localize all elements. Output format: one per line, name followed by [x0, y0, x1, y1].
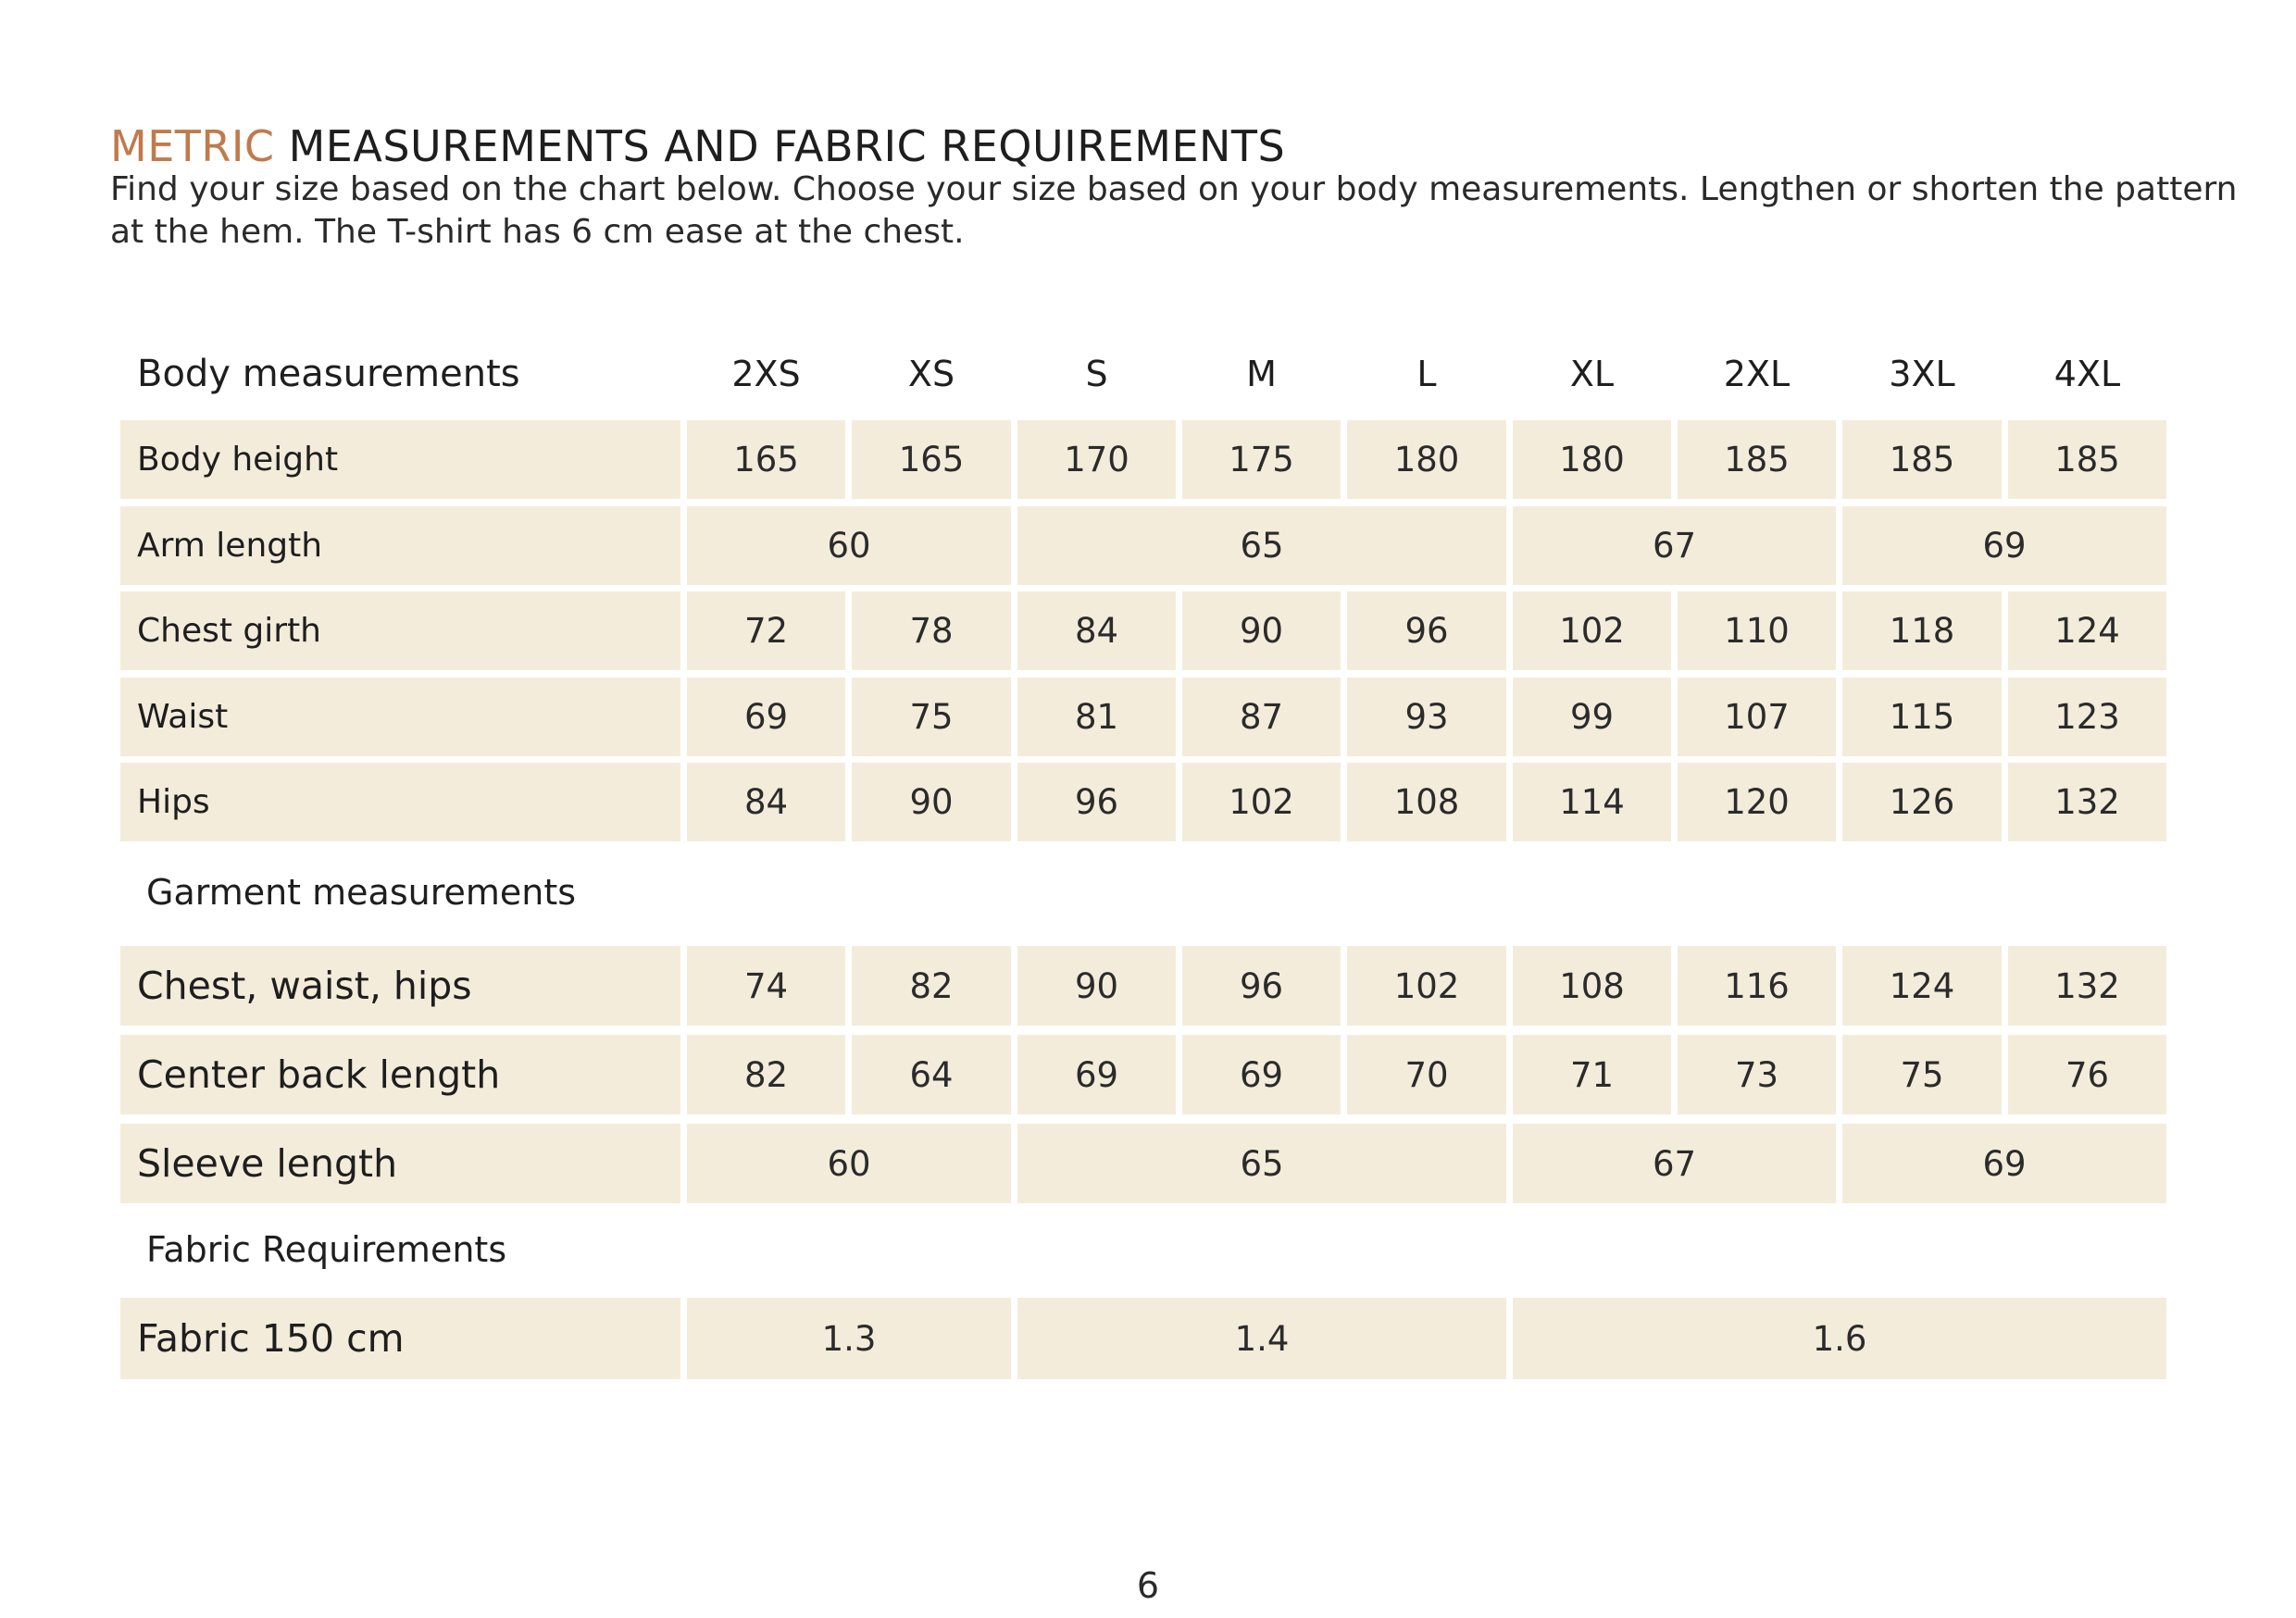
body-measurements-heading: Body measurements	[137, 353, 520, 395]
body-row-label: Hips	[120, 763, 680, 841]
body-row-label: Chest girth	[120, 591, 680, 670]
body-cell: 84	[1017, 591, 1176, 670]
garment-cell: 82	[852, 946, 1011, 1026]
body-cell: 81	[1017, 678, 1176, 756]
body-cell: 90	[1182, 591, 1341, 670]
size-header: XS	[907, 354, 955, 394]
body-cell: 93	[1347, 678, 1506, 756]
size-header: 2XL	[1723, 354, 1791, 394]
body-cell: 180	[1513, 420, 1671, 499]
body-cell: 180	[1347, 420, 1506, 499]
fabric-row-label: Fabric 150 cm	[120, 1298, 680, 1379]
intro-text: Find your size based on the chart below. Choose your size based on your body measurements. Lengthen or shorten the pattern at the hem. The T-shirt has 6 cm ease at the chest.	[110, 170, 2238, 251]
body-cell: 114	[1513, 763, 1671, 841]
body-cell: 96	[1347, 591, 1506, 670]
fabric-cell: 1.3	[687, 1298, 1011, 1379]
title-accent: METRIC	[110, 121, 275, 171]
size-header: 3XL	[1889, 354, 1955, 394]
body-cell: 175	[1182, 420, 1341, 499]
body-cell: 115	[1842, 678, 2002, 756]
body-cell: 132	[2008, 763, 2166, 841]
garment-cell: 73	[1678, 1035, 1836, 1114]
garment-cell: 108	[1513, 946, 1671, 1026]
fabric-requirements-heading: Fabric Requirements	[146, 1229, 507, 1270]
body-cell: 110	[1678, 591, 1836, 670]
body-cell: 96	[1017, 763, 1176, 841]
size-header: 2XS	[731, 354, 801, 394]
body-cell: 65	[1017, 506, 1506, 585]
fabric-cell: 1.4	[1017, 1298, 1506, 1379]
body-cell: 75	[852, 678, 1011, 756]
garment-cell: 65	[1017, 1124, 1506, 1203]
garment-cell: 76	[2008, 1035, 2166, 1114]
body-cell: 126	[1842, 763, 2002, 841]
body-cell: 185	[1842, 420, 2002, 499]
size-header: L	[1416, 354, 1437, 394]
garment-cell: 69	[1017, 1035, 1176, 1114]
body-cell: 120	[1678, 763, 1836, 841]
body-row-label: Body height	[120, 420, 680, 499]
garment-cell: 116	[1678, 946, 1836, 1026]
body-cell: 87	[1182, 678, 1341, 756]
body-cell: 108	[1347, 763, 1506, 841]
page-title	[110, 118, 1285, 174]
body-cell: 69	[1842, 506, 2166, 585]
body-cell: 84	[687, 763, 845, 841]
garment-cell: 74	[687, 946, 845, 1026]
garment-cell: 70	[1347, 1035, 1506, 1114]
body-row-label: Arm length	[120, 506, 680, 585]
body-cell: 99	[1513, 678, 1671, 756]
body-cell: 118	[1842, 591, 2002, 670]
garment-cell: 69	[1182, 1035, 1341, 1114]
garment-cell: 102	[1347, 946, 1506, 1026]
garment-cell: 71	[1513, 1035, 1671, 1114]
garment-cell: 82	[687, 1035, 845, 1114]
garment-cell: 96	[1182, 946, 1341, 1026]
body-cell: 102	[1513, 591, 1671, 670]
body-cell: 90	[852, 763, 1011, 841]
garment-cell: 90	[1017, 946, 1176, 1026]
size-header: XL	[1569, 354, 1615, 394]
body-cell: 72	[687, 591, 845, 670]
body-cell: 124	[2008, 591, 2166, 670]
garment-cell: 124	[1842, 946, 2002, 1026]
garment-row-label: Center back length	[120, 1035, 680, 1114]
body-cell: 185	[1678, 420, 1836, 499]
body-cell: 123	[2008, 678, 2166, 756]
garment-row-label: Sleeve length	[120, 1124, 680, 1203]
body-cell: 102	[1182, 763, 1341, 841]
body-cell: 185	[2008, 420, 2166, 499]
fabric-cell: 1.6	[1513, 1298, 2166, 1379]
garment-cell: 132	[2008, 946, 2166, 1026]
body-row-label: Waist	[120, 678, 680, 756]
body-cell: 107	[1678, 678, 1836, 756]
size-header: S	[1085, 354, 1108, 394]
body-cell: 165	[687, 420, 845, 499]
garment-cell: 75	[1842, 1035, 2002, 1114]
garment-cell: 67	[1513, 1124, 1836, 1203]
size-header: M	[1246, 354, 1277, 394]
title-rest: MEASUREMENTS AND FABRIC REQUIREMENTS	[274, 121, 1286, 171]
body-cell: 170	[1017, 420, 1176, 499]
body-cell: 60	[687, 506, 1011, 585]
garment-cell: 69	[1842, 1124, 2166, 1203]
garment-row-label: Chest, waist, hips	[120, 946, 680, 1026]
body-cell: 69	[687, 678, 845, 756]
body-cell: 67	[1513, 506, 1836, 585]
body-cell: 165	[852, 420, 1011, 499]
page-number: 6	[1136, 1565, 1160, 1606]
garment-measurements-heading: Garment measurements	[146, 872, 577, 913]
garment-cell: 60	[687, 1124, 1011, 1203]
size-header: 4XL	[2053, 354, 2121, 394]
body-cell: 78	[852, 591, 1011, 670]
garment-cell: 64	[852, 1035, 1011, 1114]
